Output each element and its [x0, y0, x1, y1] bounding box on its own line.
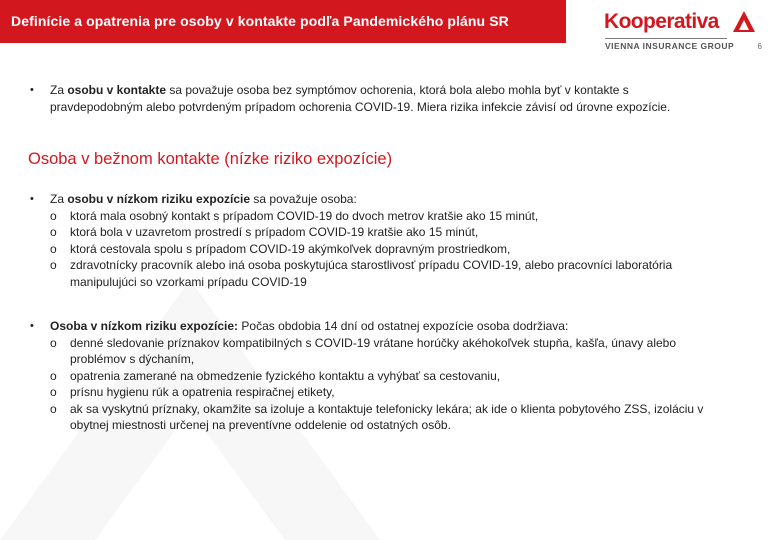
measures-text: Počas obdobia 14 dní od ostatnej expozície osoba dodržiava: [238, 319, 569, 333]
page-number: 6 [757, 42, 762, 51]
intro-text: sa považuje osoba bez symptómov ochorenia, ktorá bola alebo mohla byť v kontakte s pravdepodobným alebo potvrdeným prípadom ochorenia COVID-19. Miera rizika infekcie závisí od úrovne expozície. [50, 83, 671, 114]
list-item-text: ktorá bola v uzavretom prostredí s prípadom COVID-19 kratšie ako 15 minút, [70, 225, 479, 239]
list-item-text: ktorá cestovala spolu s prípadom COVID-19 akýmkoľvek dopravným prostriedkom, [70, 241, 511, 256]
sub-bullet-marker: o [50, 368, 57, 383]
bullet-marker: • [30, 193, 34, 205]
logo-triangle-icon [732, 10, 756, 34]
list-item [50, 241, 720, 258]
bullet-marker: • [30, 84, 34, 96]
intro-paragraph [30, 82, 710, 115]
intro-term: osobu v kontakte [67, 83, 167, 97]
logo-divider [605, 38, 727, 39]
bullet-marker: • [30, 320, 34, 332]
measures-paragraph [30, 318, 730, 434]
low-risk-lead: Za [50, 192, 68, 206]
logo-subtitle: VIENNA INSURANCE GROUP [605, 41, 735, 51]
list-item-text: prísnu hygienu rúk a opatrenia respiračnej etikety, [70, 385, 335, 399]
kooperativa-logo [604, 10, 754, 54]
list-item-text: opatrenia zamerané na obmedzenie fyzického kontaktu a vyhýbať sa cestovaniu, [70, 368, 501, 383]
list-item-text: ak sa vyskytnú príznaky, okamžite sa izoluje a kontaktuje telefonicky lekára; ak ide o klienta pobytového ZSS, izoláciu v obytnej miestnosti určenej na preventívne oddelenie od ostatných osôb. [70, 401, 704, 432]
intro-lead: Za [50, 83, 68, 97]
list-item [50, 335, 730, 368]
low-risk-text: sa považuje osoba: [250, 192, 357, 206]
list-item-text: zdravotnícky pracovník alebo iná osoba poskytujúca starostlivosť prípadu COVID-19, alebo pracovníci laboratória manipulujúci so vzorkami prípadu COVID-19 [70, 258, 673, 289]
sub-bullet-marker: o [50, 385, 57, 399]
sub-bullet-marker: o [50, 225, 57, 239]
measures-term: Osoba v nízkom riziku expozície: [50, 319, 239, 333]
list-item [50, 384, 730, 401]
list-item-text: denné sledovanie príznakov kompatibilných s COVID-19 vrátane horúčky akéhokoľvek stupňa, kašľa, únavy alebo problémov s dýchaním, [70, 335, 677, 366]
low-risk-definition [30, 191, 720, 290]
sub-bullet-marker: o [50, 335, 57, 350]
sub-bullet-marker: o [50, 208, 57, 223]
low-risk-term: osobu v nízkom riziku expozície [67, 192, 251, 206]
list-item [50, 224, 720, 241]
list-item-text: ktorá mala osobný kontakt s prípadom COVID-19 do dvoch metrov kratšie ako 15 minút, [70, 208, 539, 223]
section-heading: Osoba v bežnom kontakte (nízke riziko expozície) [28, 150, 393, 168]
list-item [50, 368, 730, 385]
list-item [50, 401, 730, 434]
list-item [50, 208, 720, 225]
sub-bullet-marker: o [50, 401, 57, 416]
title-bar [0, 0, 566, 43]
list-item [50, 257, 720, 290]
sub-bullet-marker: o [50, 258, 57, 272]
page-title: Definície a opatrenia pre osoby v kontakte podľa Pandemického plánu SR [11, 13, 509, 29]
logo-wordmark: Kooperativa [604, 10, 719, 33]
sub-bullet-marker: o [50, 241, 57, 256]
